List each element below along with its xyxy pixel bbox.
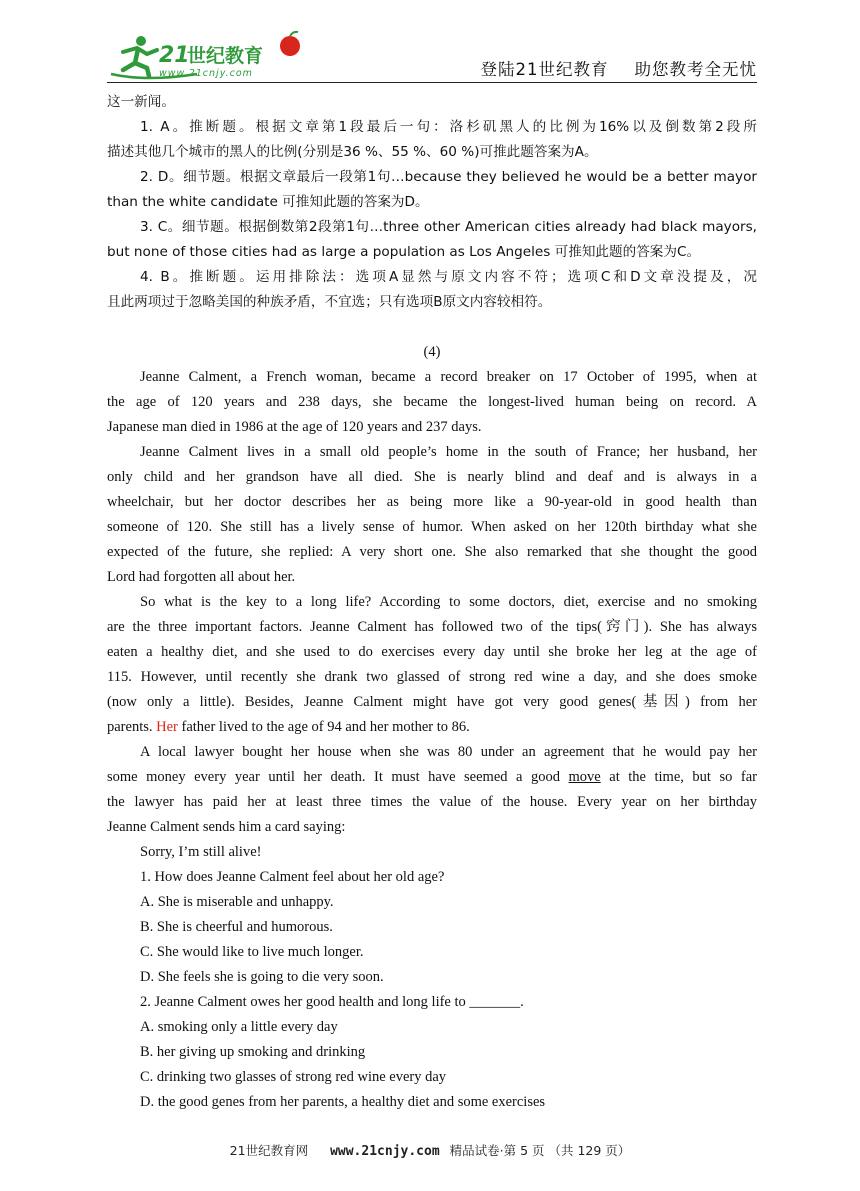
passage-line: the lawyer has paid her at least three times the value of the house. Every year on her birthday (107, 794, 757, 810)
highlighted-word: Her (156, 719, 178, 735)
passage-text: at the time, but so far (600, 769, 757, 785)
question-option: C. drinking two glasses of strong red wine every day (140, 1069, 447, 1085)
passage-text: parents. (107, 719, 157, 735)
passage-line: wheelchair, but her doctor describes her as being more like a 90-year-old in good health than (107, 494, 757, 510)
footer-url[interactable]: www.21cnjy.com (330, 1144, 440, 1159)
answer-line: 这一新闻。 (107, 94, 175, 110)
slogan-left: 登陆21世纪教育 (480, 60, 609, 79)
passage-text: father lived to the age of 94 and her mother to 86. (177, 719, 470, 735)
passage-text: some money every year until her death. It must have seemed a good (107, 769, 569, 785)
answer-line: but none of those cities had as large a population as Los Angeles 可推知此题的答案为C。 (107, 244, 701, 260)
passage-line: Jeanne Calment, a French woman, became a record breaker on 17 October of 1995, when at (140, 369, 757, 385)
logo-graphic (107, 30, 307, 82)
answer-line: 4. B。推断题。运用排除法：选项A显然与原文内容不符；选项C和D文章没提及，况 (140, 269, 757, 285)
question-option: A. She is miserable and unhappy. (140, 894, 334, 910)
answer-line: 2. D。细节题。根据文章最后一段第1句…because they believed he would be a better mayor (140, 169, 757, 185)
passage-line: 115. However, until recently she drank two glassed of strong red wine a day, and she does smoke (107, 669, 757, 685)
logo-wordmark: 21 (159, 43, 190, 68)
passage-line: Jeanne Calment sends him a card saying: (107, 819, 346, 835)
passage-line (107, 715, 757, 740)
logo (107, 30, 307, 82)
question-option: B. her giving up smoking and drinking (140, 1044, 366, 1060)
question-stem: 2. Jeanne Calment owes her good health and long life to _______. (140, 994, 524, 1010)
passage-line: Lord had forgotten all about her. (107, 569, 296, 585)
slogan-right: 助您教考全无忧 (634, 60, 757, 79)
passage-line: Japanese man died in 1986 at the age of 120 years and 237 days. (107, 419, 482, 435)
answer-line: 1. A。推断题。根据文章第1段最后一句：洛杉矶黑人的比例为16%以及倒数第2段所 (140, 119, 757, 135)
page-header (107, 30, 757, 84)
passage-line: the age of 120 years and 238 days, she became the longest-lived human being on record. A (107, 394, 757, 410)
passage-line: So what is the key to a long life? According to some doctors, diet, exercise and no smoking (140, 594, 757, 610)
passage-line: someone of 120. She still has a lively sense of humor. When asked on her 120th birthday what she (107, 519, 757, 535)
svg-text:世纪教育: 世纪教育 (187, 45, 264, 67)
svg-text:www.21cnjy.com: www.21cnjy.com (159, 68, 253, 79)
question-option: D. She feels she is going to die very soon. (140, 969, 384, 985)
passage-line: Jeanne Calment lives in a small old people’s home in the south of France; her husband, her (140, 444, 757, 460)
answer-line: than the white candidate 可推知此题的答案为D。 (107, 194, 429, 210)
header-divider (107, 82, 757, 83)
passage-line: (now only a little). Besides, Jeanne Calment might have got very good genes(基因) from her (107, 694, 757, 710)
question-option: A. smoking only a little every day (140, 1019, 338, 1035)
passage-line: A local lawyer bought her house when she was 80 under an agreement that he would pay her (140, 744, 757, 760)
passage-line (107, 765, 757, 790)
answer-line: 3. C。细节题。根据倒数第2段第1句…three other American cities already had black mayors, (140, 219, 757, 235)
answer-line: 且此两项过于忽略美国的种族矛盾，不宜选；只有选项B原文内容较相符。 (107, 294, 552, 310)
page-footer (0, 1141, 860, 1159)
underlined-word: move (568, 769, 601, 785)
passage-line: only child and her grandson have all died. She is nearly blind and deaf and is always in a (107, 469, 757, 485)
question-option: B. She is cheerful and humorous. (140, 919, 333, 935)
question-option: D. the good genes from her parents, a healthy diet and some exercises (140, 1094, 546, 1110)
document-body (107, 90, 757, 1115)
answer-line: 描述其他几个城市的黑人的比例(分别是36 %、55 %、60 %)可推此题答案为A。 (107, 144, 598, 160)
passage-line: eaten a healthy diet, and she used to do exercises every day until she broke her leg at the age of (107, 644, 757, 660)
passage-number: (4) (423, 344, 441, 360)
passage-line: are the three important factors. Jeanne Calment has followed two of the tips(窍门). She has always (107, 619, 757, 635)
footer-site-name: 21世纪教育网 (229, 1143, 309, 1158)
passage-line: expected of the future, she replied: A very short one. She also remarked that she thought the good (107, 544, 757, 560)
passage-line: Sorry, I’m still alive! (140, 844, 262, 860)
question-option: C. She would like to live much longer. (140, 944, 364, 960)
header-slogan (481, 56, 758, 80)
question-stem: 1. How does Jeanne Calment feel about her old age? (140, 869, 445, 885)
footer-page-info: 精品试卷·第 5 页 （共 129 页） (449, 1143, 631, 1158)
